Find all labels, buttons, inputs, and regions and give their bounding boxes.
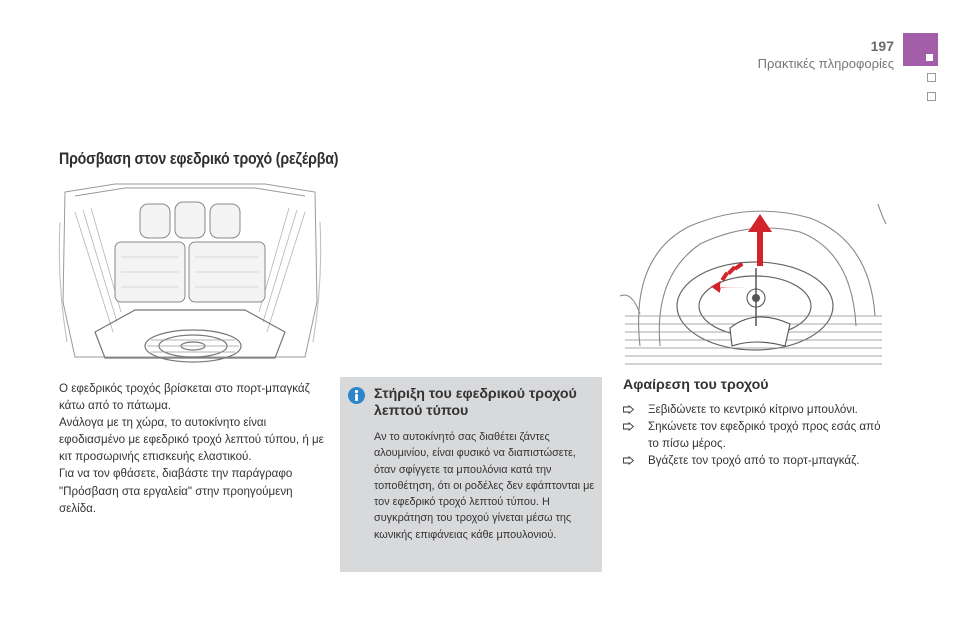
removal-steps [623, 401, 893, 469]
info-box [340, 377, 602, 572]
list-item [623, 452, 893, 469]
step-text: Βγάζετε τον τροχό από το πορτ-μπαγκάζ. [648, 454, 860, 468]
info-icon [348, 387, 365, 404]
intro-paragraph: Για να τον φθάσετε, διαβάστε την παράγραφο "Πρόσβαση στα εργαλεία" στην προηγούμενη σελίδα. [59, 467, 293, 515]
intro-paragraph: Ανάλογα με τη χώρα, το αυτοκίνητο είναι εφοδιασμένο με εφεδρικό τροχό λεπτού τύπου, ή με κιτ προσωρινής επισκευής ελαστικού. [59, 416, 324, 464]
tab-marker [926, 54, 933, 61]
removal-title: Αφαίρεση του τροχού [623, 377, 769, 393]
pointing-hand-icon [623, 422, 634, 431]
trunk-illustration [55, 182, 325, 368]
chapter-title: Πρακτικές πληροφορίες [757, 56, 894, 71]
page-number: 197 [870, 38, 894, 54]
chapter-tab[interactable] [927, 73, 936, 82]
intro-paragraph: Ο εφεδρικός τροχός βρίσκεται στο πορτ-μπαγκάζ κάτω από το πάτωμα. [59, 382, 310, 413]
section-heading: Πρόσβαση στον εφεδρικό τροχό (ρεζέρβα) [59, 150, 339, 168]
step-text: Σηκώνετε τον εφεδρικό τροχό προς εσάς από το πίσω μέρος. [648, 420, 881, 451]
pointing-hand-icon [623, 456, 634, 465]
chapter-tab[interactable] [927, 92, 936, 101]
step-text: Ξεβιδώνετε το κεντρικό κίτρινο μπουλόνι. [648, 403, 858, 416]
spare-wheel-illustration [620, 196, 888, 368]
list-item [623, 418, 893, 452]
info-box-title: Στήριξη του εφεδρικού τροχού λεπτού τύπου [374, 386, 577, 419]
info-box-body: Αν το αυτοκίνητό σας διαθέτει ζάντες αλουμινίου, είναι φυσικό να διαπιστώσετε, όταν σφίγγετε τα μπουλόνια κατά την τοποθέτηση, ότι οι ροδέλες δεν εφάπτονται με τον εφεδρικό τροχό λεπτού τύπου. Η συγκράτηση του τροχού γίνεται μέσω της κωνικής επιφάνειας κάθε μπουλονιού. [374, 431, 595, 541]
chapter-tab-active[interactable] [903, 33, 938, 66]
intro-text [59, 380, 327, 517]
pointing-hand-icon [623, 405, 634, 414]
list-item [623, 401, 893, 418]
